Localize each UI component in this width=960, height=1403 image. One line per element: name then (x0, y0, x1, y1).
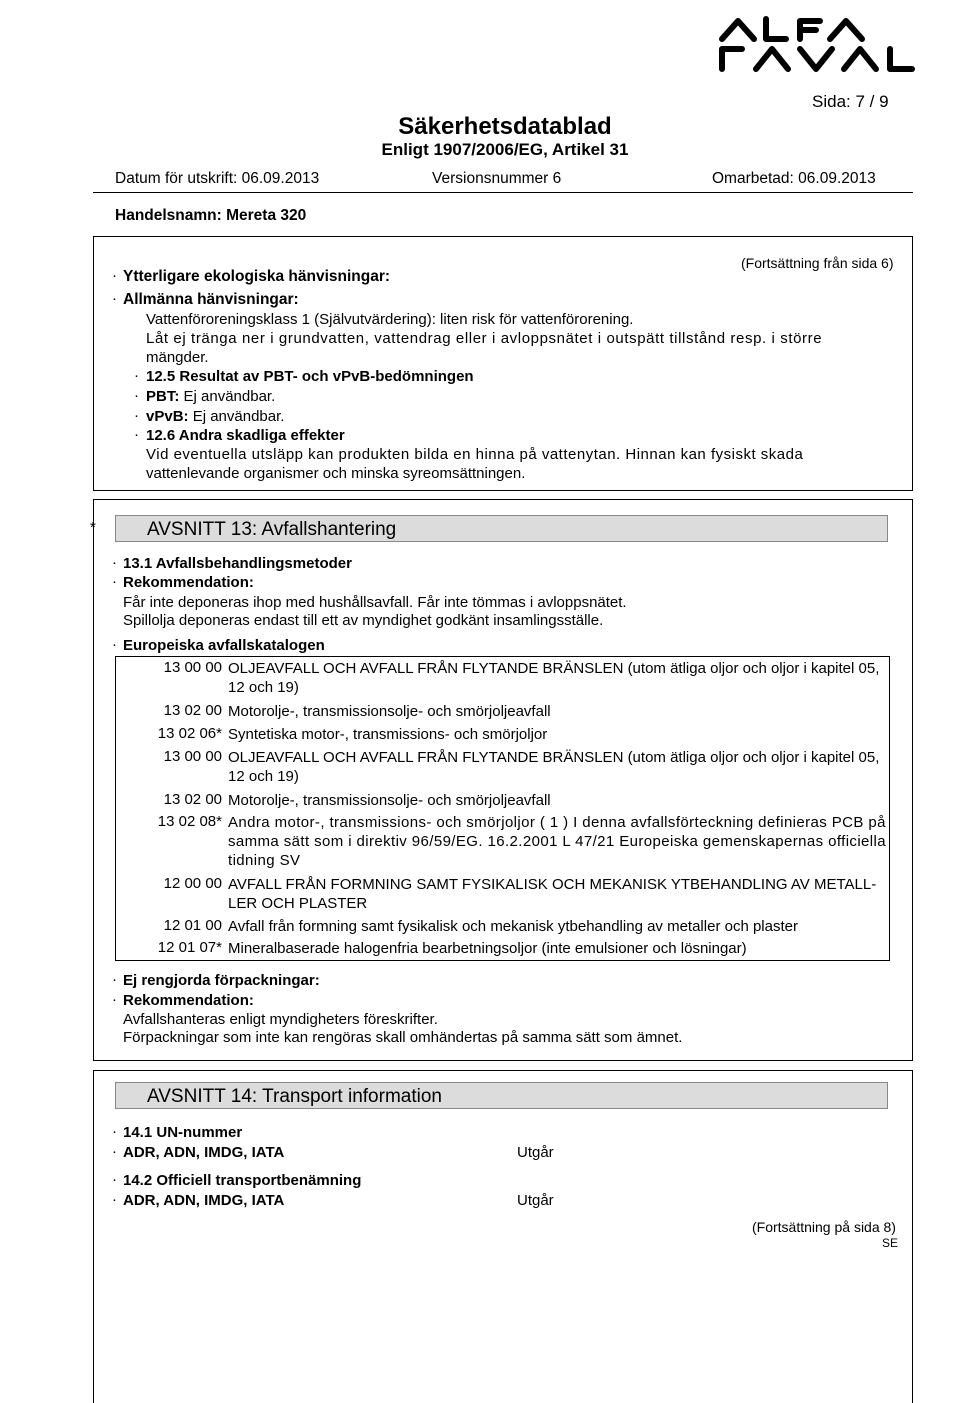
waste-code: 12 01 07* (157, 939, 222, 956)
shipping-name-label: ADR, ADN, IMDG, IATA (123, 1192, 285, 1209)
shipping-name-value: Utgår (517, 1192, 554, 1209)
document-subtitle: Enligt 1907/2006/EG, Artikel 31 (381, 140, 629, 159)
vpvb-label: vPvB: (146, 408, 189, 425)
other-effects-heading: 12.6 Andra skadliga effekter (146, 427, 345, 444)
waste-methods-heading: 13.1 Avfallsbehandlingsmetoder (123, 555, 352, 572)
pbt-heading: 12.5 Resultat av PBT- och vPvB-bedömningen (146, 368, 474, 385)
shipping-name-heading: 14.2 Officiell transportbenämning (123, 1172, 362, 1189)
waste-desc: Motorolje-, transmissionsolje- och smörjoljeavfall (228, 703, 551, 720)
waste-code: 13 02 06* (157, 725, 222, 742)
waste-catalogue-table (115, 656, 890, 961)
packaging-text-2: Förpackningar som inte kan rengöras skall omhändertas på samma sätt som ämnet. (123, 1029, 683, 1046)
waste-desc: AVFALL FRÅN FORMNING SAMT FYSIKALISK OCH MEKANISK YTBEHANDLING AV METALL- LER OCH PLASTER (228, 876, 877, 912)
un-number-label: ADR, ADN, IMDG, IATA (123, 1144, 285, 1161)
waste-catalogue-heading: Europeiska avfallskatalogen (123, 637, 325, 654)
vpvb-row (146, 408, 284, 425)
section-13-heading: AVSNITT 13: Avfallshantering (115, 515, 888, 542)
waste-desc: Avfall från formning samt fysikalisk och mekanisk ytbehandling av metaller och plaster (228, 918, 798, 935)
waste-desc: Andra motor-, transmissions- och smörjoljor ( 1 ) I denna avfallsförteckning definieras PCB på samma sätt som i direktiv 96/59/EG. 16.2.2001 L 47/21 Europeiska gemenskapernas officiella tidning SV (228, 814, 887, 869)
section-14-box: AVSNITT 14: Transport information · 14.1 UN-nummer · ADR, ADN, IMDG, IATA Utgår · 14.2 Officiell transportbenämning · ADR, ADN, IMDG, IATA Utgår (Fortsättning på sida 8) (93, 1070, 913, 1403)
waste-code: 13 02 08* (157, 813, 222, 830)
continued-from: (Fortsättning från sida 6) (741, 255, 894, 271)
waste-desc: Syntetiska motor-, transmissions- och smörjoljor (228, 726, 548, 743)
trade-name: Handelsnamn: Mereta 320 (115, 207, 307, 224)
document-title: Säkerhetsdatablad (398, 113, 612, 140)
water-class-text: Vattenföroreningsklass 1 (Självutvärdering): liten risk för vattenförorening. (146, 311, 634, 328)
recommendation-heading: Rekommendation: (123, 574, 254, 591)
further-eco-heading: Ytterligare ekologiska hänvisningar: (123, 268, 391, 285)
do-not-text-2: mängder. (146, 349, 209, 366)
waste-desc: OLJEAVFALL OCH AVFALL FRÅN FLYTANDE BRÄNSLEN (utom ätliga oljor och oljor i kapitel 05, 12 och 19) (228, 749, 880, 785)
recommendation-heading-2: Rekommendation: (123, 992, 254, 1009)
language-code: SE (882, 1236, 899, 1250)
general-heading: Allmänna hänvisningar: (123, 291, 299, 308)
un-number-heading: 14.1 UN-nummer (123, 1124, 243, 1141)
other-effects-text-1: Vid eventuella utsläpp kan produkten bilda en hinna på vattenytan. Hinnan kan fysiskt skada (146, 446, 804, 463)
recommendation-text-2: Spillolja deponeras endast till ett av myndighet godkänt insamlingsställe. (123, 612, 604, 629)
pbt-value: Ej användbar. (183, 388, 276, 405)
recommendation-text-1: Får inte deponeras ihop med hushållsavfall. Får inte tömmas i avloppsnätet. (123, 594, 627, 611)
change-marker: * (90, 519, 96, 536)
waste-code: 13 00 00 (163, 748, 222, 765)
pbt-row (146, 388, 275, 405)
do-not-text-1: Låt ej tränga ner i grundvatten, vattendrag eller i avloppsnätet i outspätt tillstånd resp. i större (146, 330, 823, 347)
waste-code: 12 01 00 (163, 917, 222, 934)
section-13-box: AVSNITT 13: Avfallshantering · 13.1 Avfallsbehandlingsmetoder · Rekommendation: Får inte deponeras ihop med hushållsavfall. Får inte tömmas i avloppsnätet. Spillolja deponeras endast till ett av myndighet godkänt insamlingsställe. · Europeiska avfallskatalogen · Ej rengjorda förpackningar: · Rekommendation: Avfallshanteras enligt myndigheters föreskrifter. Förpackningar som inte kan rengöras skall omhändertas på samma sätt som ämnet. (93, 499, 913, 1061)
alfa-laval-logo (716, 5, 930, 77)
revised-date: Omarbetad: 06.09.2013 (712, 170, 876, 187)
waste-code: 13 00 00 (163, 659, 222, 676)
pbt-label: PBT: (146, 388, 180, 405)
packaging-heading: Ej rengjorda förpackningar: (123, 972, 320, 989)
waste-code: 12 00 00 (163, 875, 222, 892)
waste-desc: Mineralbaserade halogenfria bearbetningsoljor (inte emulsioner och lösningar) (228, 940, 747, 957)
waste-desc: Motorolje-, transmissionsolje- och smörjoljeavfall (228, 792, 551, 809)
version-number: Versionsnummer 6 (432, 170, 562, 187)
waste-desc: OLJEAVFALL OCH AVFALL FRÅN FLYTANDE BRÄNSLEN (utom ätliga oljor och oljor i kapitel 05, 12 och 19) (228, 660, 880, 696)
continued-on: (Fortsättning på sida 8) (752, 1219, 896, 1235)
page-number: Sida: 7 / 9 (812, 92, 889, 111)
vpvb-value: Ej användbar. (192, 408, 285, 425)
print-date: Datum för utskrift: 06.09.2013 (115, 170, 320, 187)
section-12-box: (Fortsättning från sida 6) · Ytterligare ekologiska hänvisningar: · Allmänna hänvisningar: Vattenföroreningsklass 1 (Självutvärdering): liten risk för vattenförorening. Låt ej tränga ner i grundvatten, vattendrag eller i avloppsnätet i outspätt tillstånd resp. i större mängder. · 12.5 Resultat av PBT- och vPvB-bedömningen · PBT: Ej användbar. · vPvB: Ej användbar. · 12.6 Andra skadliga effekter Vid eventuella utsläpp kan produkten bilda en hinna på vattenytan. Hinnan kan fysiskt skada vattenlevande organismer och minska syreomsättningen. (93, 236, 913, 491)
header-divider (93, 192, 913, 193)
other-effects-text-2: vattenlevande organismer och minska syreomsättningen. (146, 465, 526, 482)
waste-code: 13 02 00 (163, 791, 222, 808)
waste-code: 13 02 00 (163, 702, 222, 719)
packaging-text-1: Avfallshanteras enligt myndigheters föreskrifter. (123, 1011, 438, 1028)
un-number-value: Utgår (517, 1144, 554, 1161)
section-14-heading: AVSNITT 14: Transport information (115, 1082, 888, 1109)
